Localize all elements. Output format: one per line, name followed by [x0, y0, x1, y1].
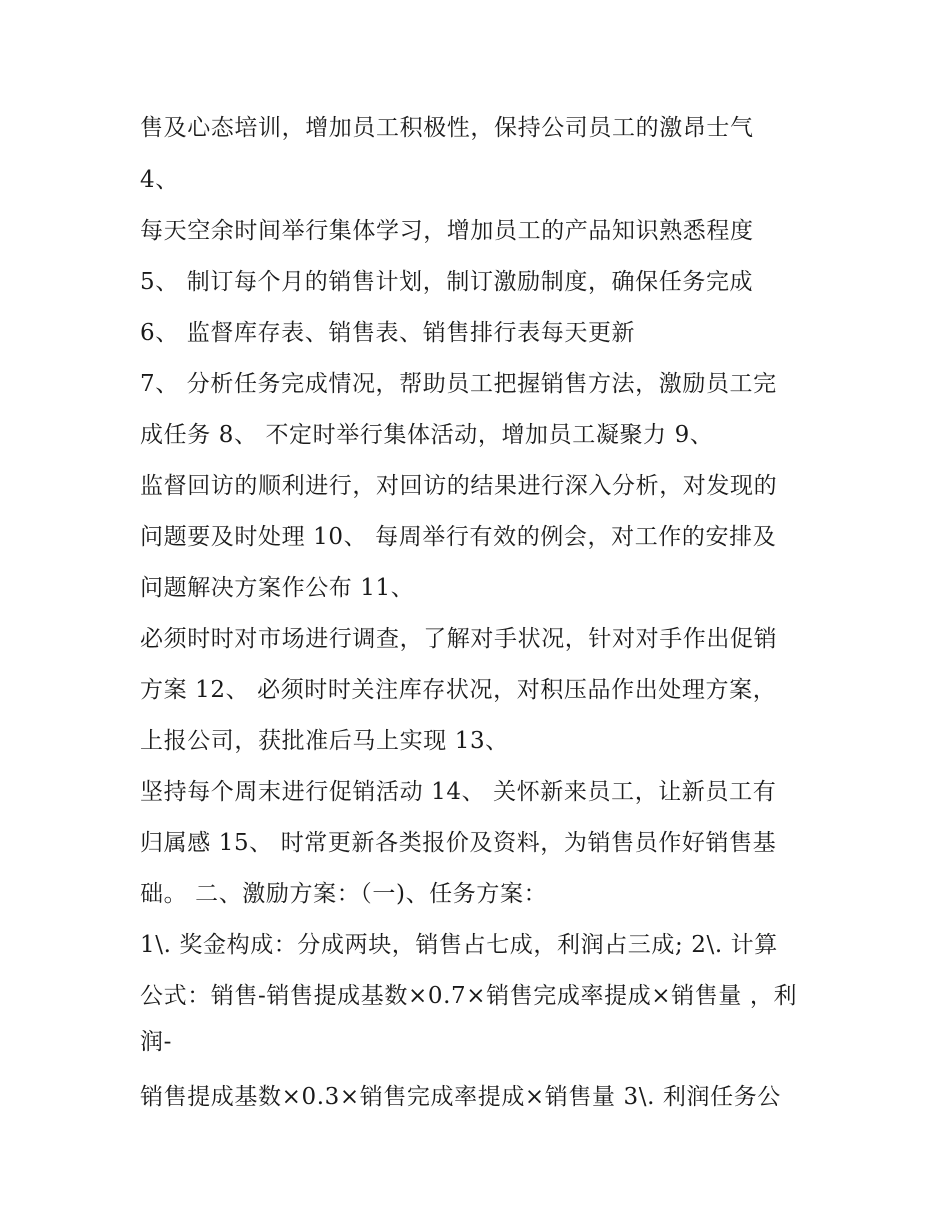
text-line: 5、 制订每个月的销售计划，制订激励制度，确保任务完成	[140, 269, 754, 295]
text-line: 坚持每个周末进行促销活动 14、 关怀新来员工，让新员工有	[140, 779, 777, 805]
text-line: 4、	[140, 167, 179, 193]
text-line: 必须时时对市场进行调查，了解对手状况，针对对手作出促销	[140, 626, 778, 652]
text-line: 每天空余时间举行集体学习，增加员工的产品知识熟悉程度	[140, 218, 754, 244]
text-line: 成任务 8、 不定时举行集体活动，增加员工凝聚力 9、	[140, 422, 714, 448]
text-line: 7、 分析任务完成情况，帮助员工把握销售方法，激励员工完	[140, 371, 777, 397]
text-line: 润-	[140, 1029, 172, 1055]
text-line: 1\. 奖金构成：分成两块，销售占七成，利润占三成; 2\. 计算	[140, 932, 778, 958]
text-line: 础。 二、激励方案：（一)、任务方案：	[140, 881, 548, 907]
text-line: 6、 监督库存表、销售表、销售排行表每天更新	[140, 320, 636, 346]
text-line: 监督回访的顺利进行，对回访的结果进行深入分析，对发现的	[140, 473, 778, 499]
text-line: 问题要及时处理 10、 每周举行有效的例会，对工作的安排及	[140, 524, 777, 550]
text-line: 问题解决方案作公布 11、	[140, 575, 415, 601]
text-line: 上报公司，获批准后马上实现 13、	[140, 728, 509, 754]
text-line: 归属感 15、 时常更新各类报价及资料，为销售员作好销售基	[140, 830, 777, 856]
text-line: 方案 12、 必须时时关注库存状况，对积压品作出处理方案，	[140, 677, 777, 703]
text-line: 公式：销售-销售提成基数×0.7×销售完成率提成×销售量 ，利	[140, 983, 798, 1009]
text-line: 售及心态培训，增加员工积极性，保持公司员工的激昂士气	[140, 115, 754, 141]
text-line: 销售提成基数×0.3×销售完成率提成×销售量 3\. 利润任务公	[140, 1084, 781, 1110]
